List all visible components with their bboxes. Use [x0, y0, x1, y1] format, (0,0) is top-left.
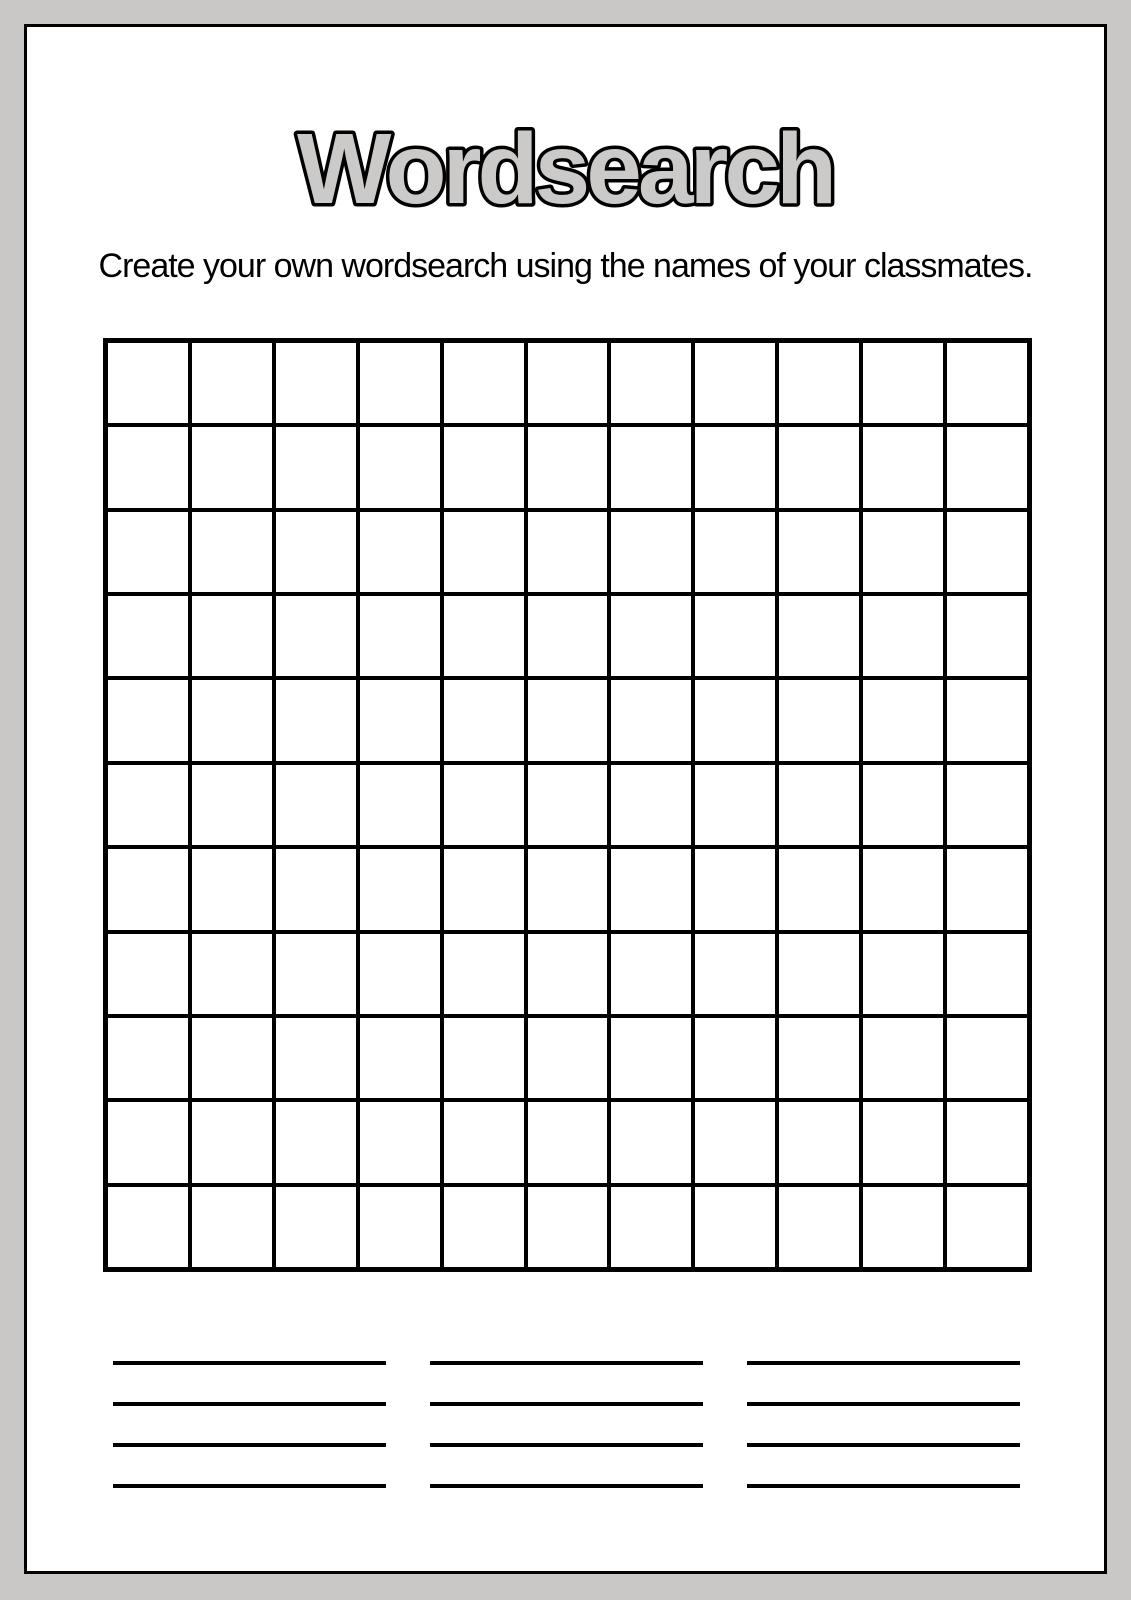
grid-cell — [190, 678, 274, 762]
grid-cell — [274, 763, 358, 847]
grid-cell — [526, 510, 610, 594]
grid-cell — [442, 1100, 526, 1184]
grid-cell — [609, 678, 693, 762]
grid-cell — [945, 1100, 1029, 1184]
grid-cell — [693, 847, 777, 931]
grid-cell — [358, 847, 442, 931]
grid-cell — [693, 1100, 777, 1184]
grid-cell — [526, 1016, 610, 1100]
grid-cell — [190, 1016, 274, 1100]
grid-cell — [526, 763, 610, 847]
word-line — [430, 1484, 703, 1488]
grid-cell — [609, 763, 693, 847]
word-line-column — [113, 1361, 386, 1525]
page-title: Wordsearch — [296, 113, 834, 225]
grid-cell — [526, 1100, 610, 1184]
grid-cell — [609, 1016, 693, 1100]
grid-cell — [358, 1016, 442, 1100]
grid-cell — [861, 678, 945, 762]
grid-cell — [274, 425, 358, 509]
word-line-column — [747, 1361, 1020, 1525]
grid-cell — [358, 510, 442, 594]
word-line — [430, 1361, 703, 1365]
grid-cell — [945, 341, 1029, 425]
grid-cell — [442, 341, 526, 425]
grid-cell — [190, 847, 274, 931]
grid-cell — [777, 1016, 861, 1100]
grid-cell — [274, 1185, 358, 1269]
grid-cell — [526, 847, 610, 931]
grid-cell — [358, 1100, 442, 1184]
grid-cell — [609, 510, 693, 594]
grid-cell — [106, 763, 190, 847]
grid-cell — [945, 678, 1029, 762]
grid-cell — [945, 932, 1029, 1016]
grid-cell — [358, 341, 442, 425]
grid-cell — [106, 1100, 190, 1184]
grid-cell — [106, 594, 190, 678]
grid-cell — [442, 763, 526, 847]
word-line — [747, 1361, 1020, 1365]
grid-cell — [777, 341, 861, 425]
grid-cell — [442, 847, 526, 931]
grid-cell — [693, 932, 777, 1016]
grid-cell — [861, 1100, 945, 1184]
grid-cell — [945, 847, 1029, 931]
grid-cell — [693, 1016, 777, 1100]
grid-cell — [693, 594, 777, 678]
grid-cell — [609, 932, 693, 1016]
grid-cell — [442, 1016, 526, 1100]
grid-cell — [777, 594, 861, 678]
grid-cell — [777, 763, 861, 847]
grid-cell — [358, 425, 442, 509]
grid-cell — [777, 510, 861, 594]
grid-cell — [777, 932, 861, 1016]
word-line — [430, 1402, 703, 1406]
grid-cell — [358, 594, 442, 678]
grid-cell — [777, 847, 861, 931]
grid-cell — [693, 678, 777, 762]
wordsearch-grid — [103, 338, 1032, 1272]
grid-cell — [106, 425, 190, 509]
grid-cell — [442, 510, 526, 594]
grid-cell — [861, 341, 945, 425]
grid-cell — [274, 1016, 358, 1100]
grid-cell — [526, 932, 610, 1016]
grid-cell — [106, 678, 190, 762]
grid-cell — [777, 678, 861, 762]
grid-cell — [274, 932, 358, 1016]
grid-cell — [693, 510, 777, 594]
grid-cell — [609, 594, 693, 678]
grid-cell — [861, 510, 945, 594]
grid-cell — [274, 847, 358, 931]
grid-cell — [609, 1100, 693, 1184]
grid-cell — [609, 425, 693, 509]
grid-cell — [106, 510, 190, 594]
page-title-art — [27, 85, 1104, 225]
grid-cell — [274, 1100, 358, 1184]
grid-cell — [861, 594, 945, 678]
grid-cell — [190, 425, 274, 509]
grid-cell — [609, 847, 693, 931]
grid-cell — [693, 763, 777, 847]
grid-cell — [106, 847, 190, 931]
grid-cell — [274, 678, 358, 762]
grid-cell — [693, 341, 777, 425]
instruction-text: Create your own wordsearch using the names of your classmates. — [98, 247, 1033, 285]
grid-cell — [190, 510, 274, 594]
grid-cell — [526, 425, 610, 509]
grid-cell — [442, 594, 526, 678]
grid-cell — [358, 678, 442, 762]
grid-cell — [190, 932, 274, 1016]
grid-cell — [190, 1100, 274, 1184]
grid-cell — [442, 678, 526, 762]
word-line — [113, 1443, 386, 1447]
grid-cell — [358, 932, 442, 1016]
grid-cell — [526, 594, 610, 678]
grid-cell — [106, 1016, 190, 1100]
grid-cell — [777, 1185, 861, 1269]
grid-cell — [106, 341, 190, 425]
grid-cell — [526, 341, 610, 425]
grid-cell — [609, 341, 693, 425]
grid-cell — [106, 932, 190, 1016]
grid-cell — [861, 763, 945, 847]
grid-cell — [106, 1185, 190, 1269]
grid-cell — [358, 763, 442, 847]
grid-cell — [526, 1185, 610, 1269]
grid-cell — [190, 1185, 274, 1269]
grid-cell — [945, 1185, 1029, 1269]
page-title-wrap — [27, 85, 1104, 225]
grid-cell — [861, 425, 945, 509]
word-line — [430, 1443, 703, 1447]
grid-cell — [274, 341, 358, 425]
grid-cell — [945, 1016, 1029, 1100]
grid-cell — [861, 1185, 945, 1269]
word-line — [113, 1484, 386, 1488]
word-line — [747, 1443, 1020, 1447]
grid-cell — [945, 594, 1029, 678]
grid-cell — [442, 932, 526, 1016]
word-line-column — [430, 1361, 703, 1525]
grid-cell — [861, 932, 945, 1016]
grid-cell — [190, 763, 274, 847]
grid-cell — [861, 847, 945, 931]
grid-cell — [442, 425, 526, 509]
grid-cell — [190, 594, 274, 678]
grid-cell — [945, 763, 1029, 847]
grid-cell — [274, 510, 358, 594]
grid-cell — [777, 1100, 861, 1184]
grid-cell — [945, 510, 1029, 594]
grid-cell — [609, 1185, 693, 1269]
grid-cell — [945, 425, 1029, 509]
grid-cell — [526, 678, 610, 762]
word-line — [747, 1484, 1020, 1488]
grid-cell — [358, 1185, 442, 1269]
grid-cell — [442, 1185, 526, 1269]
grid-cell — [777, 425, 861, 509]
word-lines-section — [27, 1361, 1104, 1521]
worksheet-page — [24, 24, 1107, 1574]
grid-cell — [693, 425, 777, 509]
word-line — [113, 1402, 386, 1406]
grid-cell — [861, 1016, 945, 1100]
grid-cell — [274, 594, 358, 678]
word-line — [113, 1361, 386, 1365]
grid-cell — [693, 1185, 777, 1269]
word-line — [747, 1402, 1020, 1406]
grid-cell — [190, 341, 274, 425]
